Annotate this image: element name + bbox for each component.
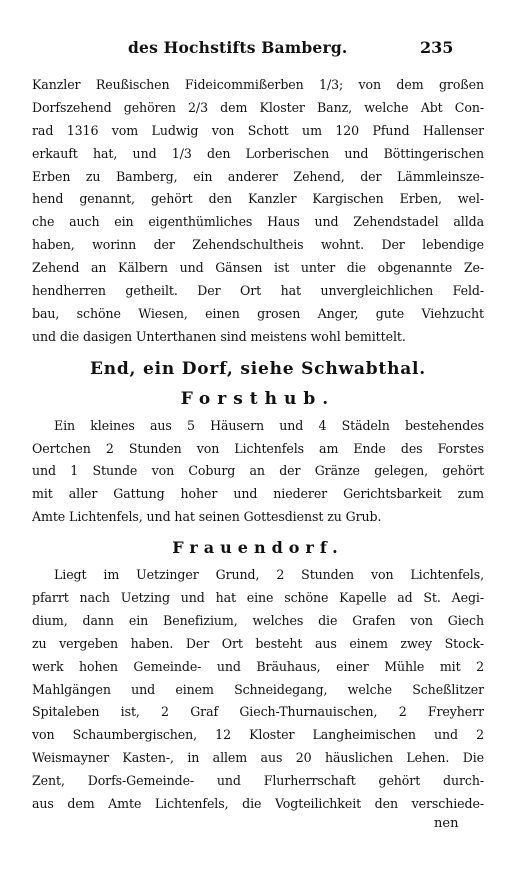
text-line: Kanzler Reußischen Fideicommißerben 1/3; von dem großen: [32, 77, 484, 92]
text-line: haben, worinn der Zehendschultheis wohnt. Der lebendige: [32, 237, 484, 253]
body-text: [32, 74, 484, 816]
text-line: Mahlgängen und einem Schneidegang, welche Scheßlitzer: [32, 681, 484, 697]
text-line: bau, schöne Wiesen, einen grosen Anger, gute Viehzucht: [32, 305, 484, 321]
text-line: Zehend an Kälbern und Gänsen ist unter die obgenannte Ze-: [32, 260, 484, 276]
paragraph-forsthub: [32, 415, 484, 529]
text-line: Amte Lichtenfels, und hat seinen Gottesdienst zu Grub.: [32, 509, 382, 525]
text-line: von Schaumbergischen, 12 Kloster Langheimischen und 2: [32, 727, 484, 743]
text-line: Liegt im Uetzinger Grund, 2 Stunden von Lichtenfels,: [54, 567, 484, 583]
entry-end-heading: End, ein Dorf, siehe Schwabthal.: [89, 358, 427, 379]
text-line: Zent, Dorfs-Gemeinde- und Flurherrschaft gehört durch-: [32, 773, 484, 789]
text-line: pfarrt nach Uetzing und hat eine schöne Kapelle ad St. Aegi-: [32, 590, 484, 606]
text-line: che auch ein eigenthümliches Haus und Zehendstadel allda: [32, 214, 484, 230]
text-line: erkauft hat, und 1/3 den Lorberischen und Böttingerischen: [32, 145, 484, 161]
page-header: [0, 38, 514, 60]
paragraph-continued: [32, 74, 484, 349]
text-line: rad 1316 vom Ludwig von Schott um 120 Pfund Hallenser: [32, 122, 484, 138]
text-line: hend genannt, gehört den Kanzler Kargischen Erben, wel-: [32, 191, 484, 207]
text-line: und 1 Stunde von Coburg an der Gränze gelegen, gehört: [32, 463, 484, 479]
text-line: Weismayner Kasten-, in allem aus 20 häuslichen Lehen. Die: [32, 750, 484, 766]
text-line: werk hohen Gemeinde- und Bräuhaus, einer Mühle mit 2: [32, 658, 484, 674]
running-head: des Hochstifts Bamberg.: [128, 38, 348, 57]
text-line: Erben zu Bamberg, ein anderer Zehend, der Lämmleinsze-: [32, 168, 484, 184]
text-line: mit aller Gattung hoher und niederer Gerichtsbarkeit zum: [32, 486, 484, 502]
paragraph-frauendorf: [32, 564, 484, 816]
text-line: Dorfszehend gehören 2/3 dem Kloster Banz, welche Abt Con-: [32, 99, 484, 115]
text-line: zu vergeben haben. Der Ort besteht aus einem zwey Stock-: [32, 635, 484, 651]
text-line: Ein kleines aus 5 Häusern und 4 Städeln bestehendes: [54, 417, 484, 433]
entry-heading-frauendorf: Frauendorf.: [172, 538, 344, 558]
text-line: Oertchen 2 Stunden von Lichtenfels am Ende des Forstes: [32, 440, 484, 456]
text-line: und die dasigen Unterthanen sind meistens wohl bemittelt.: [32, 328, 406, 344]
entry-heading-forsthub: Forsthub.: [180, 388, 336, 409]
text-line: dium, dann ein Benefizium, welches die Grafen von Giech: [32, 612, 484, 628]
page-number: 235: [420, 38, 454, 57]
text-line: aus dem Amte Lichtenfels, die Vogteilichkeit den verschiede-: [32, 796, 484, 812]
catchword: nen: [434, 816, 459, 831]
text-line: hendherren getheilt. Der Ort hat unvergleichlichen Feld-: [32, 283, 484, 299]
text-line: Spitaleben ist, 2 Graf Giech-Thurnauischen, 2 Freyherr: [32, 704, 484, 720]
